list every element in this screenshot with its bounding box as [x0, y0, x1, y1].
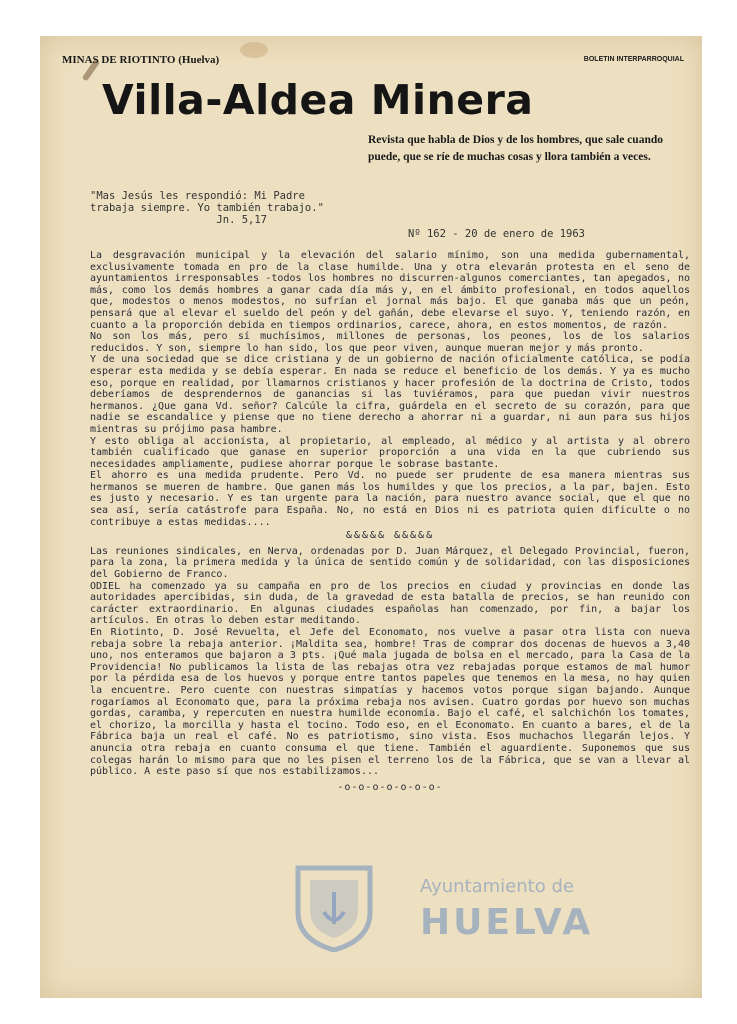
- paragraph: El ahorro es una medida prudente. Pero Vd. no puede ser prudente de esa manera mientras sus hermanos se mueren de hambre. Que ganen más los humildes y que los precios, a la par, bajen. Esto es justo y necesario. Y es tan urgente para la nación, para nuestro avance social, que el que no sea así, sería catástrofe para España. No, no está en Dios ni es patriota quien dificulte o no contribuye a estas medidas....: [90, 470, 690, 528]
- coat-of-arms-icon: [292, 862, 376, 952]
- paragraph: Y esto obliga al accionista, al propietario, al empleado, al médico y al artista y al obrero también cualificado que ganase en superior proporción a una vida en la que cubriendo sus necesidades ampliamente, pudiese ahorrar porque le sobrase bastante.: [90, 435, 690, 470]
- tagline: Revista que habla de Dios y de los hombres, que sale cuando puede, que se ríe de muchas cosas y llora también a veces.: [368, 134, 663, 163]
- location-header: MINAS DE RIOTINTO (Huelva): [62, 54, 220, 66]
- paragraph: No son los más, pero sí muchísimos, millones de personas, los peones, los de los salarios reducidos. Y son, siempre lo han sido, los que peor viven, aunque mueran mejor y más pronto.: [90, 331, 690, 354]
- epigraph-quote: "Mas Jesús les respondió: Mi Padre trabaja siempre. Yo también trabajo." Jn. 5,17: [90, 190, 324, 226]
- watermark-line1: Ayuntamiento de: [420, 876, 574, 897]
- paragraph: Las reuniones sindicales, en Nerva, ordenadas por D. Juan Márquez, el Delegado Provincial, fueron, para la zona, la primera medida y la única de sentido común y de solidaridad, con las disposiciones del Gobierno de Franco.: [90, 545, 690, 581]
- archive-watermark: [292, 862, 632, 952]
- paragraph: Y de una sociedad que se dice cristiana y de un gobierno de nación oficialmente católica, se podía esperar esta medida y se debía esperar. En nada se reduce el beneficio de los demás. Y ya es mucho eso, porque en realidad, por llamarnos cristianos y hacer profesión de la doctrina de Cristo, todos deberíamos de desprendernos de ganancias si las tuviéramos, para que puedan vivir nuestros hermanos. ¿Que gana Vd. señor? Calcúle la cifra, guárdela en el secreto de su corazón, para que nadie se escandalice y piense que no tiene derecho a ahorrar ni a guardar, ni aun para sus hijos mientras su prójimo pasa hambre.: [90, 354, 690, 435]
- watermark-line2: HUELVA: [420, 902, 594, 943]
- issue-number-date: Nº 162 - 20 de enero de 1963: [408, 228, 586, 240]
- bulletin-label: BOLETIN INTERPARROQUIAL: [583, 56, 684, 63]
- paragraph: ODIEL ha comenzado ya su campaña en pro de los precios en ciudad y provincias en donde las autoridades apercibidas, sin duda, de la gravedad de esta batalla de precios, se han reunido con carácter extraordinario. En algunas ciudades españolas han comenzado, por fin, a bajar los artículos. En otras lo deben estar meditando.: [90, 580, 690, 627]
- masthead-title: Villa-Aldea Minera: [102, 76, 534, 124]
- paragraph: En Riotinto, D. José Revuelta, el Jefe del Economato, nos vuelve a pasar otra lista con nueva rebaja sobre la rebaja anterior. ¡Maldita sea, hombre! Tras de comprar dos docenas de huevos a 3,40 uno, nos enteramos que bajaron a 3 pts. ¡Qué mala jugada de bolsa en el mercado, para la Casa de la Providencia! No publicamos la lista de las rebajas otra vez rebajadas porque estamos de mal humor por la pérdida esa de los huevos y porque entre tantos papeles que tenemos en la mesa, no hay quien la encuentre. Pero cuente con nuestras simpatías y hacemos votos porque sigan bajando. Aunque rogaríamos al Economato que, para la próxima rebaja nos avisen. Cuatro gordas por huevo son muchas gordas, caramba, y repercuten en nuestra humilde economía. Bajo el café, el salchichón los tomates, el chorizo, la morcilla y hasta el tocino. Todo eso, en el Economato. En cuanto a bares, el de la Fábrica baja un real el café. No es patriotismo, sino vista. Esos muchachos llegarán lejos. Y anuncia otra rebaja en cuanto consuma el que tiene. También el aguardiente. Suponemos que sus colegas harán lo mismo para que no les pisen el terreno los de la Fábrica, que se van a llevar al público. A este paso sí que nos estabilizamos...: [90, 627, 690, 778]
- section-separator: &&&&& &&&&&: [345, 530, 435, 542]
- article-body: [90, 250, 690, 793]
- paper-stain: [240, 42, 268, 58]
- paragraph: La desgravación municipal y la elevación del salario mínimo, son una medida gubernamental, exclusivamente tomada en pro de la clase humilde. Una y otra elevarán protesta en el seno de ayuntamientos irresponsables -todos los hombres no discurren-algunos comerciantes, tan apegados, no más, como los demás hombres a ganar cada día más y, en el ámbito profesional, en todos aquellos que, modestos o menos modestos, no sufrían el jornal más bajo. El que ganaba más que un peón, pensará que al elevar el sueldo del peón y del gañán, debe elevarse el suyo. Y, teniendo razón, en cuanto a la proporción debida en tiempos ordinarios, carece, ahora, en estos momentos, de razón.: [90, 250, 690, 331]
- document-sheet: [40, 36, 702, 998]
- closing-ornament: -o-o-o-o-o-o-o-: [337, 781, 443, 793]
